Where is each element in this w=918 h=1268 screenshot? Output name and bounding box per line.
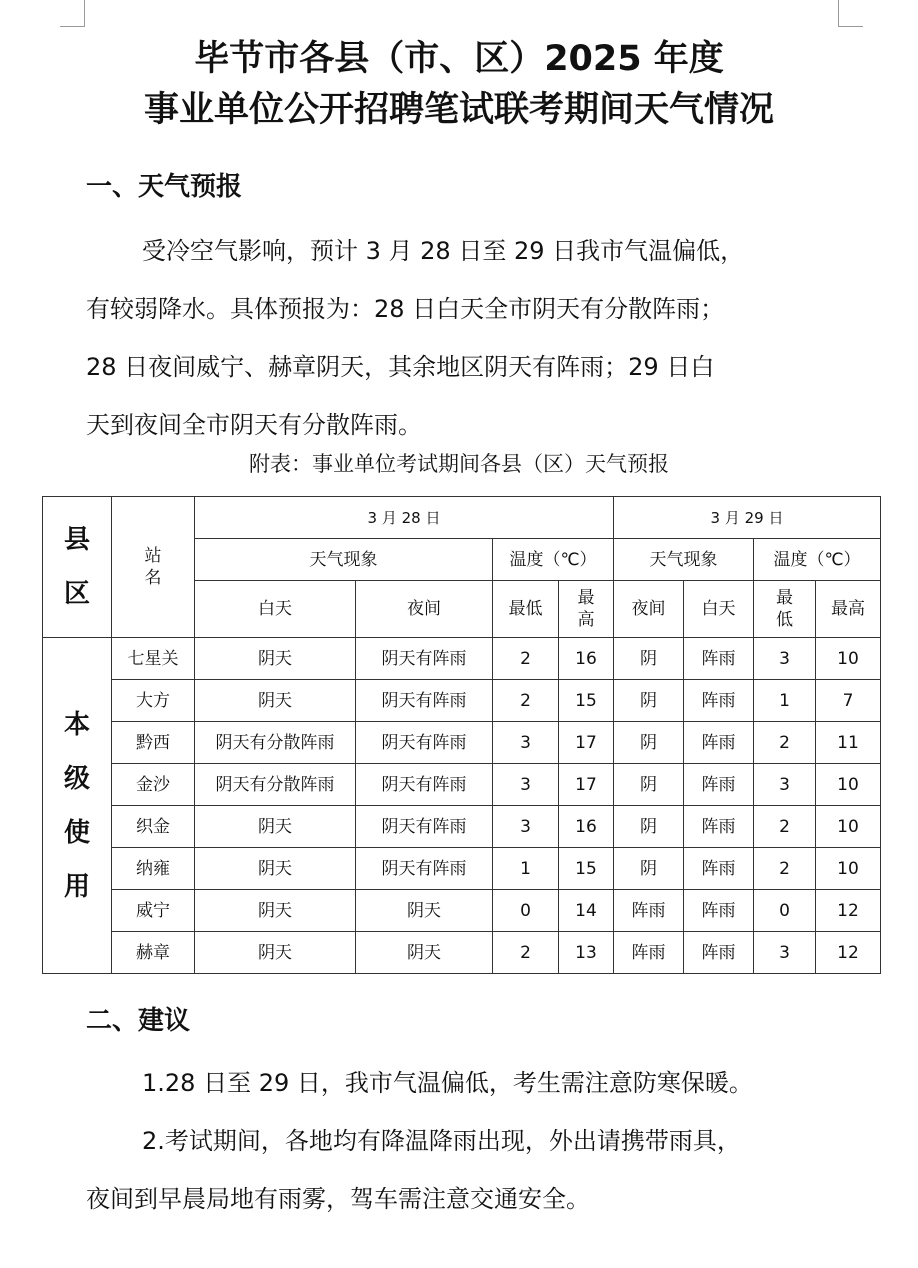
cell-d2-day: 阵雨 <box>684 848 754 890</box>
cell-station: 纳雍 <box>112 848 195 890</box>
table-row <box>43 890 881 932</box>
cell-d1-night: 阴天有阵雨 <box>356 764 493 806</box>
cell-d2-min: 2 <box>754 848 816 890</box>
cell-d2-night: 阴 <box>614 722 684 764</box>
cell-d2-night: 阴 <box>614 806 684 848</box>
cell-d1-min: 0 <box>493 890 559 932</box>
cell-d1-night: 阴天 <box>356 932 493 974</box>
header-station: 站 名 <box>112 497 195 638</box>
section1-line: 受冷空气影响，预计 3 月 28 日至 29 日我市气温偏低， <box>142 237 745 265</box>
cell-d2-day: 阵雨 <box>684 890 754 932</box>
header-county: 县 区 <box>43 497 112 638</box>
cell-d1-max: 16 <box>559 638 614 680</box>
cell-d1-night: 阴天有阵雨 <box>356 722 493 764</box>
cell-station: 赫章 <box>112 932 195 974</box>
cell-d2-day: 阵雨 <box>684 806 754 848</box>
cell-d1-day: 阴天 <box>195 932 356 974</box>
doc-title-line1: 毕节市各县（市、区）2025 年度 <box>194 39 724 79</box>
cell-d1-day: 阴天有分散阵雨 <box>195 764 356 806</box>
doc-title-line2: 事业单位公开招聘笔试联考期间天气情况 <box>143 90 774 130</box>
group-label: 本 级 使 用 <box>43 638 112 974</box>
cell-station: 织金 <box>112 806 195 848</box>
cell-d2-max: 10 <box>816 848 881 890</box>
section2-line: 夜间到早晨局地有雨雾，驾车需注意交通安全。 <box>86 1185 590 1213</box>
table-row <box>43 764 881 806</box>
table-caption: 附表：事业单位考试期间各县（区）天气预报 <box>249 452 669 476</box>
table-row <box>43 806 881 848</box>
cell-d1-day: 阴天 <box>195 638 356 680</box>
cell-d1-max: 15 <box>559 680 614 722</box>
cell-d1-min: 1 <box>493 848 559 890</box>
cell-station: 威宁 <box>112 890 195 932</box>
cell-d1-max: 14 <box>559 890 614 932</box>
cell-d1-min: 3 <box>493 764 559 806</box>
header-d2-temp: 温度（℃） <box>754 539 881 581</box>
cell-d1-day: 阴天有分散阵雨 <box>195 722 356 764</box>
section2-heading: 二、建议 <box>86 1006 191 1036</box>
cell-d1-min: 2 <box>493 638 559 680</box>
cell-d1-min: 3 <box>493 806 559 848</box>
cell-d1-night: 阴天 <box>356 890 493 932</box>
page-corner-mark-right <box>838 0 863 27</box>
cell-d1-night: 阴天有阵雨 <box>356 848 493 890</box>
cell-d2-min: 3 <box>754 932 816 974</box>
cell-d2-day: 阵雨 <box>684 638 754 680</box>
cell-d2-night: 阴 <box>614 764 684 806</box>
cell-d2-min: 3 <box>754 638 816 680</box>
header-d2-night: 夜间 <box>614 581 684 638</box>
cell-d2-min: 0 <box>754 890 816 932</box>
section1-line: 有较弱降水。具体预报为：28 日白天全市阴天有分散阵雨； <box>86 295 725 323</box>
header-d2-min: 最 低 <box>754 581 816 638</box>
cell-d2-night: 阵雨 <box>614 890 684 932</box>
table-row <box>43 680 881 722</box>
cell-d1-night: 阴天有阵雨 <box>356 680 493 722</box>
cell-d1-min: 2 <box>493 680 559 722</box>
cell-station: 金沙 <box>112 764 195 806</box>
cell-d2-max: 10 <box>816 806 881 848</box>
header-d1-night: 夜间 <box>356 581 493 638</box>
weather-table <box>42 496 881 974</box>
cell-d2-night: 阵雨 <box>614 932 684 974</box>
header-date1: 3 月 28 日 <box>195 497 614 539</box>
cell-station: 黔西 <box>112 722 195 764</box>
cell-d2-max: 7 <box>816 680 881 722</box>
header-d1-weather: 天气现象 <box>195 539 493 581</box>
cell-d1-day: 阴天 <box>195 848 356 890</box>
cell-d2-min: 2 <box>754 806 816 848</box>
section2-line: 2.考试期间，各地均有降温降雨出现，外出请携带雨具， <box>142 1127 741 1155</box>
cell-d1-night: 阴天有阵雨 <box>356 638 493 680</box>
cell-d2-night: 阴 <box>614 638 684 680</box>
section1-heading: 一、天气预报 <box>86 172 243 202</box>
cell-d2-min: 2 <box>754 722 816 764</box>
section2-paragraph <box>86 1054 846 1228</box>
cell-station: 七星关 <box>112 638 195 680</box>
table-row <box>43 722 881 764</box>
cell-d2-min: 1 <box>754 680 816 722</box>
cell-d2-night: 阴 <box>614 680 684 722</box>
cell-d2-day: 阵雨 <box>684 680 754 722</box>
cell-station: 大方 <box>112 680 195 722</box>
header-d1-min: 最低 <box>493 581 559 638</box>
cell-d2-max: 12 <box>816 932 881 974</box>
section1-line: 天到夜间全市阴天有分散阵雨。 <box>86 411 422 439</box>
page-corner-mark-left <box>60 0 85 27</box>
cell-d2-min: 3 <box>754 764 816 806</box>
header-d2-max: 最高 <box>816 581 881 638</box>
header-d2-weather: 天气现象 <box>614 539 754 581</box>
cell-d1-day: 阴天 <box>195 890 356 932</box>
header-d2-day: 白天 <box>684 581 754 638</box>
cell-d2-day: 阵雨 <box>684 764 754 806</box>
header-d1-max: 最 高 <box>559 581 614 638</box>
cell-d1-max: 15 <box>559 848 614 890</box>
cell-d2-max: 10 <box>816 638 881 680</box>
cell-d1-max: 17 <box>559 764 614 806</box>
table-row <box>43 932 881 974</box>
cell-d2-day: 阵雨 <box>684 722 754 764</box>
header-d1-day: 白天 <box>195 581 356 638</box>
cell-d2-day: 阵雨 <box>684 932 754 974</box>
section1-paragraph <box>86 222 846 454</box>
cell-d2-max: 11 <box>816 722 881 764</box>
cell-d2-max: 10 <box>816 764 881 806</box>
cell-d1-night: 阴天有阵雨 <box>356 806 493 848</box>
header-date2: 3 月 29 日 <box>614 497 881 539</box>
cell-d1-day: 阴天 <box>195 806 356 848</box>
cell-d1-max: 13 <box>559 932 614 974</box>
header-d1-temp: 温度（℃） <box>493 539 614 581</box>
table-row <box>43 848 881 890</box>
cell-d2-night: 阴 <box>614 848 684 890</box>
cell-d1-max: 16 <box>559 806 614 848</box>
cell-d2-max: 12 <box>816 890 881 932</box>
section1-line: 28 日夜间威宁、赫章阴天，其余地区阴天有阵雨；29 日白 <box>86 353 715 381</box>
cell-d1-min: 2 <box>493 932 559 974</box>
cell-d1-day: 阴天 <box>195 680 356 722</box>
cell-d1-min: 3 <box>493 722 559 764</box>
section2-line: 1.28 日至 29 日，我市气温偏低，考生需注意防寒保暖。 <box>142 1069 753 1097</box>
cell-d1-max: 17 <box>559 722 614 764</box>
table-row <box>43 638 881 680</box>
